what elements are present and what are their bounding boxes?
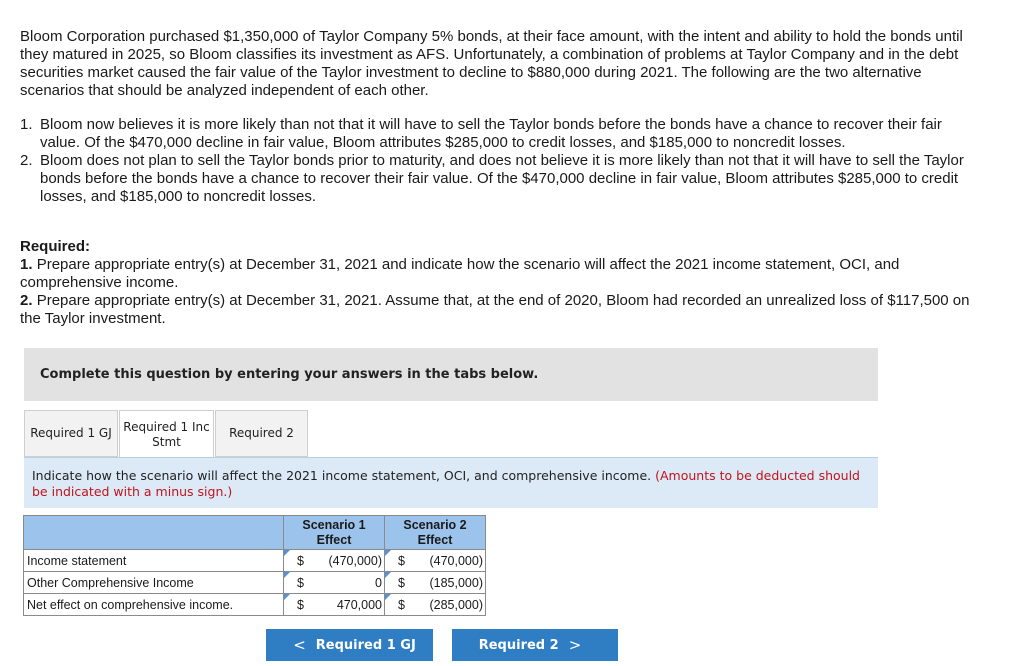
problem-statement	[20, 28, 980, 100]
tab-required-2[interactable]	[215, 410, 308, 457]
column-header-scenario-2: Scenario 2 Effect	[385, 516, 486, 550]
instructions-note: (Amounts to be deducted should be indicated with a minus sign.)	[32, 468, 860, 499]
table-row	[24, 594, 486, 616]
input-flag-icon	[385, 550, 391, 556]
tab-required-1-inc-stmt[interactable]	[119, 410, 214, 458]
answer-input-scenario-1[interactable]: $ 0	[284, 572, 385, 594]
scenario-list	[20, 116, 970, 206]
input-flag-icon	[284, 572, 290, 578]
tab-instructions	[24, 457, 878, 508]
required-section	[20, 238, 980, 328]
chevron-right-icon: >	[568, 636, 582, 654]
instruction-banner: Complete this question by entering your answers in the tabs below.	[24, 348, 878, 401]
scenario-item	[20, 152, 970, 206]
tab-label: Required 2	[229, 426, 294, 440]
required-text: Prepare appropriate entry(s) at December 31, 2021 and indicate how the scenario will affect the 2021 income statement, OCI, and comprehensive income.	[20, 256, 900, 291]
required-number: 2.	[20, 292, 33, 309]
input-flag-icon	[284, 550, 290, 556]
scenario-item	[20, 116, 970, 152]
table-header-row	[24, 516, 486, 550]
scenario-number: 2.	[20, 152, 33, 169]
tab-label: Required 1 Inc Stmt	[123, 419, 210, 449]
prev-tab-label: Required 1 GJ	[315, 637, 416, 653]
scenario-text: Bloom now believes it is more likely than not that it will have to sell the Taylor bonds before the bonds have a chance to recover their fair value. Of the $470,000 decline in fair value, Bloom attributes $285,000 to credit losses, and $185,000 to noncredit losses.	[40, 116, 942, 151]
next-tab-button[interactable]	[452, 629, 618, 661]
chevron-left-icon: <	[293, 636, 306, 654]
required-heading: Required:	[20, 238, 91, 255]
table-header-blank	[24, 516, 284, 550]
column-header-scenario-1: Scenario 1 Effect	[284, 516, 385, 550]
required-item	[20, 292, 980, 328]
row-label: Net effect on comprehensive income.	[24, 594, 284, 616]
answer-input-scenario-1[interactable]: $ (470,000)	[284, 550, 385, 572]
input-flag-icon	[284, 594, 290, 600]
input-flag-icon	[385, 572, 391, 578]
answer-input-scenario-2[interactable]: $ (285,000)	[385, 594, 486, 616]
row-label: Other Comprehensive Income	[24, 572, 284, 594]
required-item	[20, 256, 980, 292]
prev-tab-button[interactable]	[266, 629, 433, 661]
tab-required-1-gj[interactable]	[24, 410, 118, 457]
row-label: Income statement	[24, 550, 284, 572]
required-text: Prepare appropriate entry(s) at December 31, 2021. Assume that, at the end of 2020, Bloom had recorded an unrealized loss of $117,500 on the Taylor investment.	[20, 292, 970, 327]
tab-label: Required 1 GJ	[30, 426, 112, 440]
effects-table	[23, 515, 486, 616]
problem-paragraph: Bloom Corporation purchased $1,350,000 of Taylor Company 5% bonds, at their face amount, with the intent and ability to hold the bonds until they matured in 2025, so Bloom classifies its investment as AFS. Unfortunately, a combination of problems at Taylor Company and in the debt securities market caused the fair value of the Taylor investment to decline to $880,000 during 2021. The following are the two alternative scenarios that should be analyzed independent of each other.	[20, 28, 963, 99]
next-tab-label: Required 2	[478, 637, 559, 653]
answer-input-scenario-2[interactable]: $ (470,000)	[385, 550, 486, 572]
table-row	[24, 550, 486, 572]
required-number: 1.	[20, 256, 33, 273]
input-flag-icon	[385, 594, 391, 600]
answer-input-scenario-2[interactable]: $ (185,000)	[385, 572, 486, 594]
answer-input-scenario-1[interactable]: $ 470,000	[284, 594, 385, 616]
scenario-number: 1.	[20, 116, 33, 133]
instructions-text: Indicate how the scenario will affect the 2021 income statement, OCI, and comprehensive income.	[32, 468, 652, 483]
scenario-text: Bloom does not plan to sell the Taylor bonds prior to maturity, and does not believe it is more likely than not that it will have to sell the Taylor bonds before the bonds have a chance to recover their fair value. Of the $470,000 decline in fair value, Bloom attributes $285,000 to credit losses, and $185,000 to noncredit losses.	[40, 152, 964, 205]
table-row	[24, 572, 486, 594]
